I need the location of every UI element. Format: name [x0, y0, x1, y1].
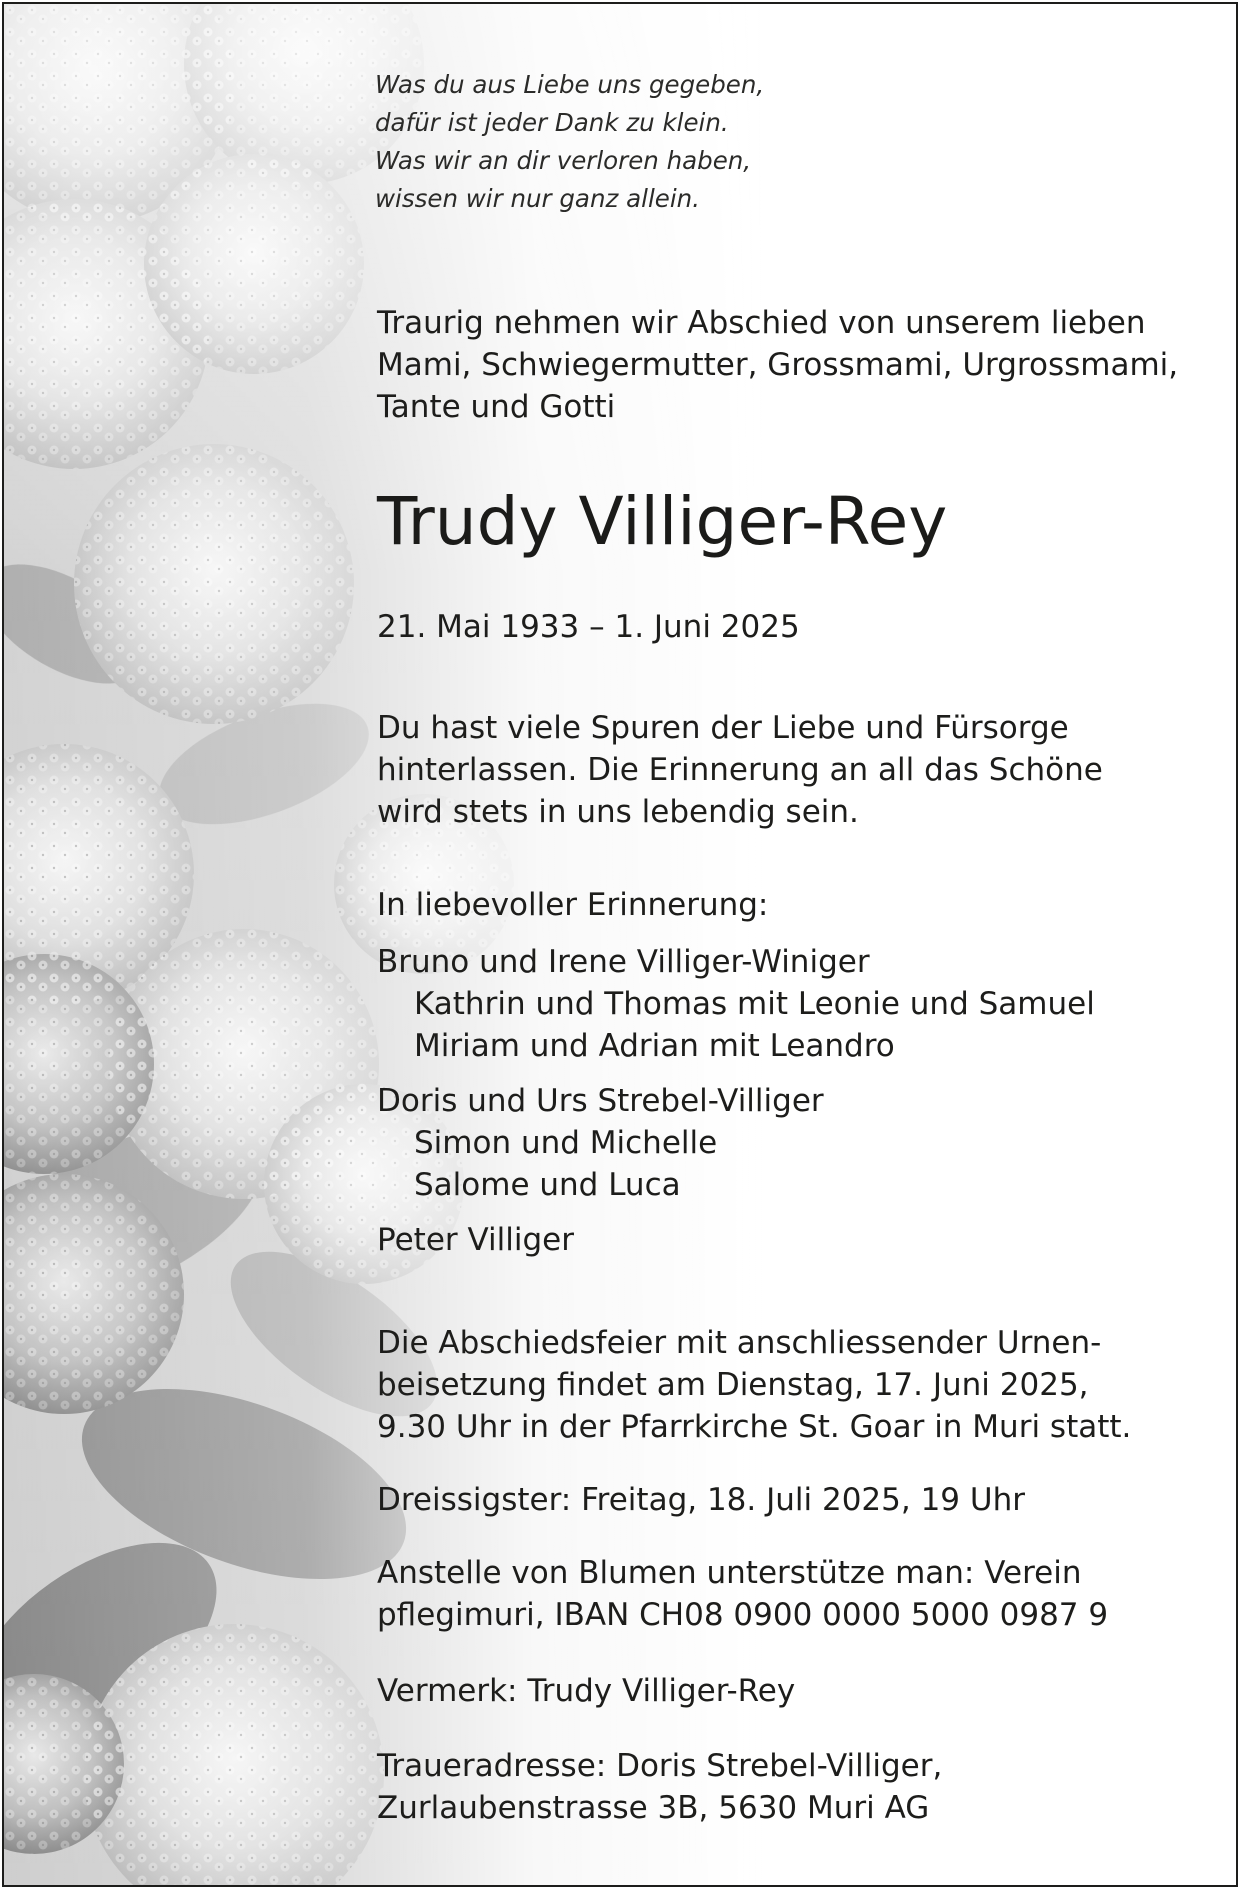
- mourning-address: [377, 1745, 942, 1829]
- address-line: Traueradresse: Doris Strebel-Villiger,: [377, 1748, 943, 1784]
- memory-label: In liebevoller Erinnerung:: [377, 887, 769, 923]
- verse-line: wissen wir nur ganz allein.: [375, 184, 700, 213]
- intro-paragraph: [377, 302, 1178, 428]
- ceremony-line: Die Abschiedsfeier mit anschliessender Urnen-: [377, 1325, 1102, 1361]
- payment-remark: Vermerk: Trudy Villiger-Rey: [377, 1673, 796, 1709]
- intro-line: Mami, Schwiegermutter, Grossmami, Urgrossmami,: [377, 347, 1179, 383]
- donation-paragraph: [377, 1552, 1108, 1636]
- family-member: Salome und Luca: [414, 1167, 681, 1203]
- tribute-line: Du hast viele Spuren der Liebe und Fürsorge: [377, 710, 1069, 746]
- deceased-name: Trudy Villiger-Rey: [377, 483, 948, 560]
- obituary-card: [2, 2, 1238, 1887]
- ceremony-paragraph: [377, 1322, 1131, 1448]
- opening-verse: [375, 66, 825, 218]
- donation-line: pflegimuri, IBAN CH08 0900 0000 5000 0987 9: [377, 1597, 1109, 1633]
- life-dates: 21. Mai 1933 – 1. Juni 2025: [377, 609, 800, 645]
- family-head: Peter Villiger: [377, 1222, 574, 1258]
- intro-line: Traurig nehmen wir Abschied von unserem lieben: [377, 305, 1146, 341]
- donation-line: Anstelle von Blumen unterstütze man: Verein: [377, 1555, 1082, 1591]
- verse-line: dafür ist jeder Dank zu klein.: [375, 108, 729, 137]
- ceremony-line: 9.30 Uhr in der Pfarrkirche St. Goar in Muri statt.: [377, 1409, 1132, 1445]
- intro-line: Tante und Gotti: [377, 389, 616, 425]
- verse-line: Was du aus Liebe uns gegeben,: [375, 70, 765, 99]
- ceremony-line: beisetzung findet am Dienstag, 17. Juni 2025,: [377, 1367, 1089, 1403]
- tribute-line: hinterlassen. Die Erinnerung an all das Schöne: [377, 752, 1103, 788]
- family-head: Doris und Urs Strebel-Villiger: [377, 1083, 824, 1119]
- family-group: [377, 1219, 1095, 1261]
- thirtieth-day-mass: Dreissigster: Freitag, 18. Juli 2025, 19 Uhr: [377, 1482, 1025, 1518]
- family-list: [377, 941, 1095, 1274]
- tribute-paragraph: [377, 707, 1103, 833]
- family-group: [377, 1080, 1095, 1206]
- tribute-line: wird stets in uns lebendig sein.: [377, 794, 859, 830]
- family-member: Miriam und Adrian mit Leandro: [414, 1028, 895, 1064]
- address-line: Zurlaubenstrasse 3B, 5630 Muri AG: [377, 1790, 930, 1826]
- family-head: Bruno und Irene Villiger-Winiger: [377, 944, 870, 980]
- family-group: [377, 941, 1095, 1067]
- family-member: Simon und Michelle: [414, 1125, 718, 1161]
- verse-line: Was wir an dir verloren haben,: [375, 146, 752, 175]
- family-member: Kathrin und Thomas mit Leonie und Samuel: [414, 986, 1095, 1022]
